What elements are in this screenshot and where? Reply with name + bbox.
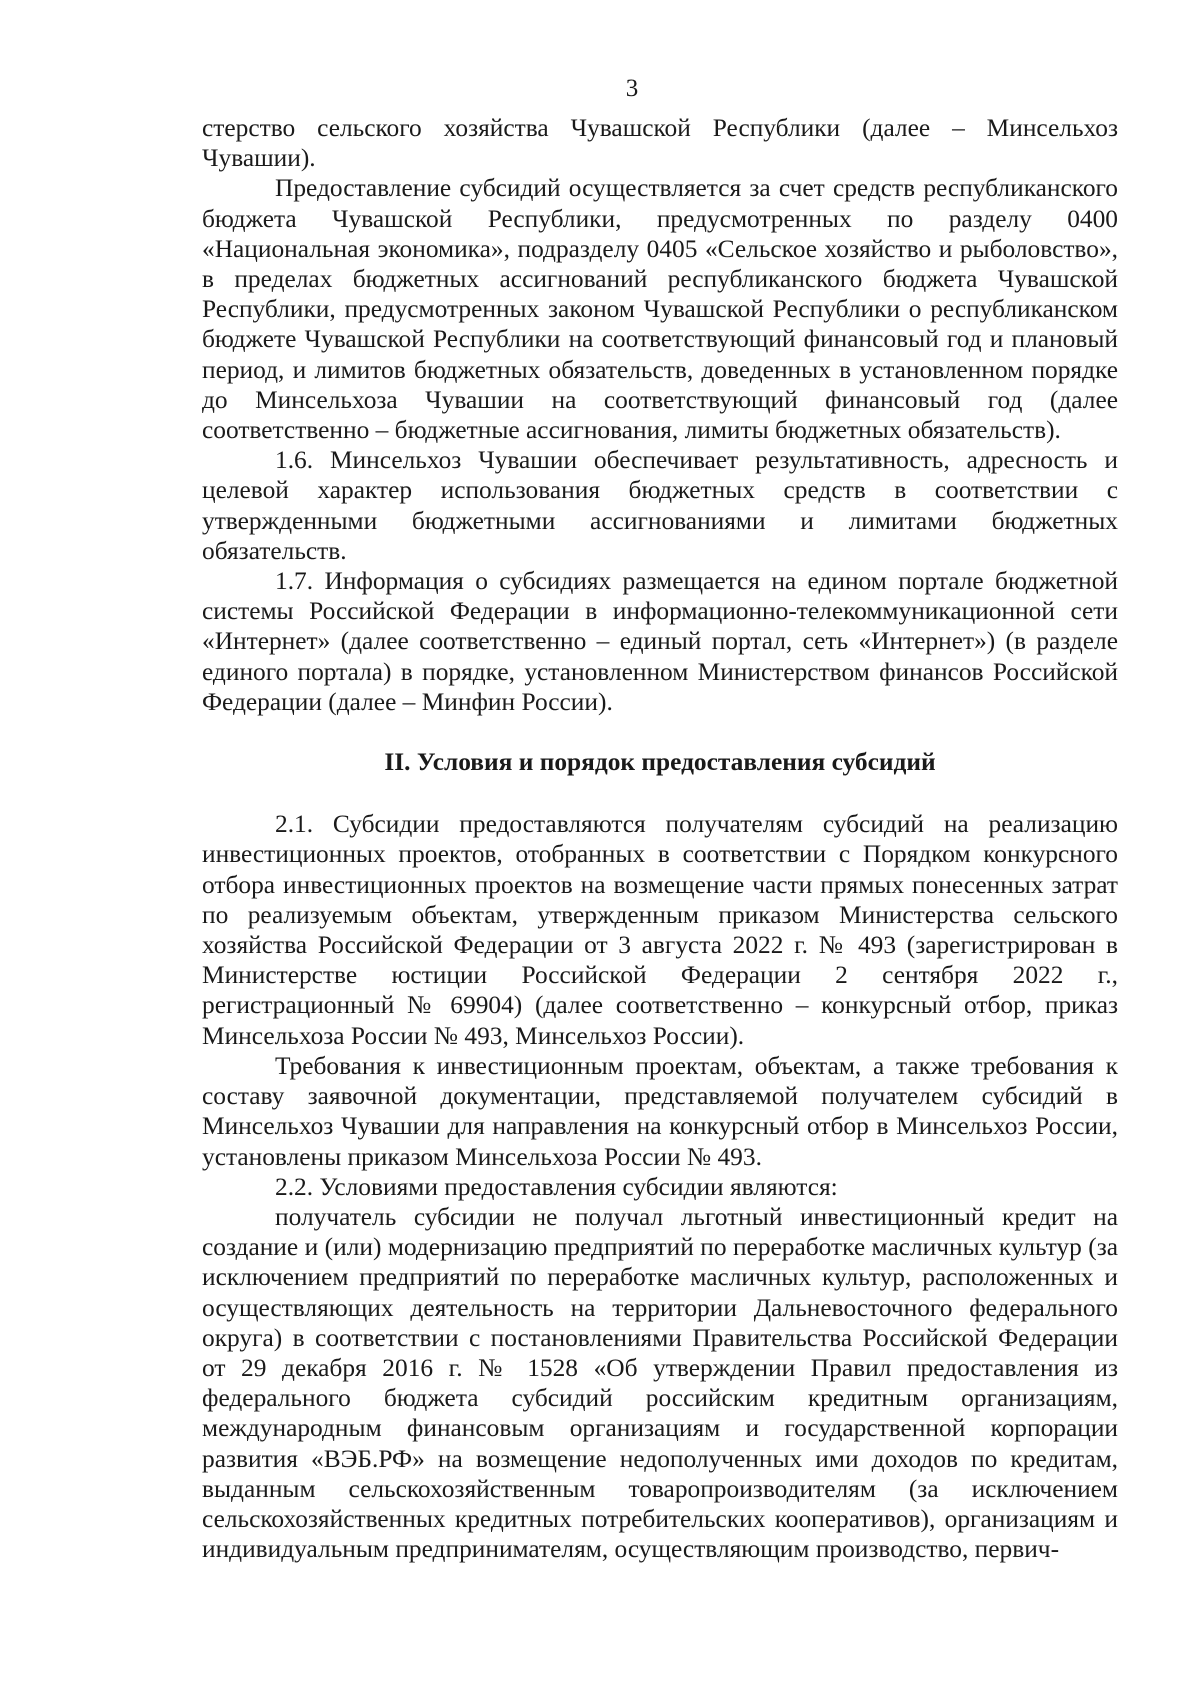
page-number: 3: [625, 75, 639, 102]
paragraph-continuation: стерство сельского хозяйства Чувашской Республики (далее – Минсельхоз Чувашии).: [202, 114, 1118, 173]
paragraph-2-2: 2.2. Условиями предоставления субсидии являются:: [275, 1172, 838, 1201]
paragraph-condition: получатель субсидии не получал льготный инвестиционный кредит на создание и (или) модернизацию предприятий по переработке масличных культур (за исключением предприятий по переработке масличных культур, расположенных и осуществляющих деятельность на территории Дальневосточного федерального округа) в соответствии с постановлениями Правительства Российской Федерации от 29 декабря 2016 г. № 1528 «Об утверждении Правил предоставления из федерального бюджета субсидий российским кредитным организациям, международным финансовым организациям и государственной корпорации развития «ВЭБ.РФ» на возмещение недополученных ими доходов по кредитам, выданным сельскохозяйственным товаропроизводителям (за исключением сельскохозяйственных кредитных потребительских кооперативов), организациям и индивидуальным предпринимателям, осуществляющим производство, первич-: [202, 1202, 1118, 1564]
paragraph-2-1: 2.1. Субсидии предоставляются получателям субсидий на реализацию инвестиционных проектов, отобранных в соответствии с Порядком конкурсного отбора инвестиционных проектов на возмещение части прямых понесенных затрат по реализуемым объектам, утвержденным приказом Министерства сельского хозяйства Российской Федерации от 3 августа 2022 г. № 493 (зарегистрирован в Министерстве юстиции Российской Федерации 2 сентября 2022 г., регистрационный № 69904) (далее соответственно – конкурсный отбор, приказ Минсельхоза России № 493, Минсельхоз России).: [202, 810, 1118, 1050]
paragraph-funding-source: Предоставление субсидий осуществляется за счет средств республиканского бюджета Чувашской Республики, предусмотренных по разделу 0400 «Национальная экономика», подразделу 0405 «Сельское хозяйство и рыболовство», в пределах бюджетных ассигнований республиканского бюджета Чувашской Республики, предусмотренных законом Чувашской Республики о республиканском бюджете Чувашской Республики на соответствующий финансовый год и плановый период, и лимитов бюджетных обязательств, доведенных в установленном порядке до Минсельхоза Чувашии на соответствующий финансовый год (далее соответственно – бюджетные ассигнования, лимиты бюджетных обязательств).: [202, 174, 1118, 445]
paragraph-1-6: 1.6. Минсельхоз Чувашии обеспечивает результативность, адресность и целевой характер использования бюджетных средств в соответствии с утвержденными бюджетными ассигнованиями и лимитами бюджетных обязательств.: [202, 446, 1118, 565]
paragraph-requirements: Требования к инвестиционным проектам, объектам, а также требования к составу заявочной документации, представляемой получателем субсидий в Минсельхоз Чувашии для направления на конкурсный отбор в Минсельхоз России, установлены приказом Минсельхоза России № 493.: [202, 1051, 1118, 1171]
document-body: [202, 113, 1118, 1564]
section-heading: II. Условия и порядок предоставления субсидий: [384, 748, 936, 777]
paragraph-1-7: 1.7. Информация о субсидиях размещается на едином портале бюджетной системы Российской Федерации в информационно-телекоммуникационной сети «Интернет» (далее соответственно – единый портал, сеть «Интернет») (в разделе единого портала) в порядке, установленном Министерством финансов Российской Федерации (далее – Минфин России).: [202, 567, 1118, 716]
